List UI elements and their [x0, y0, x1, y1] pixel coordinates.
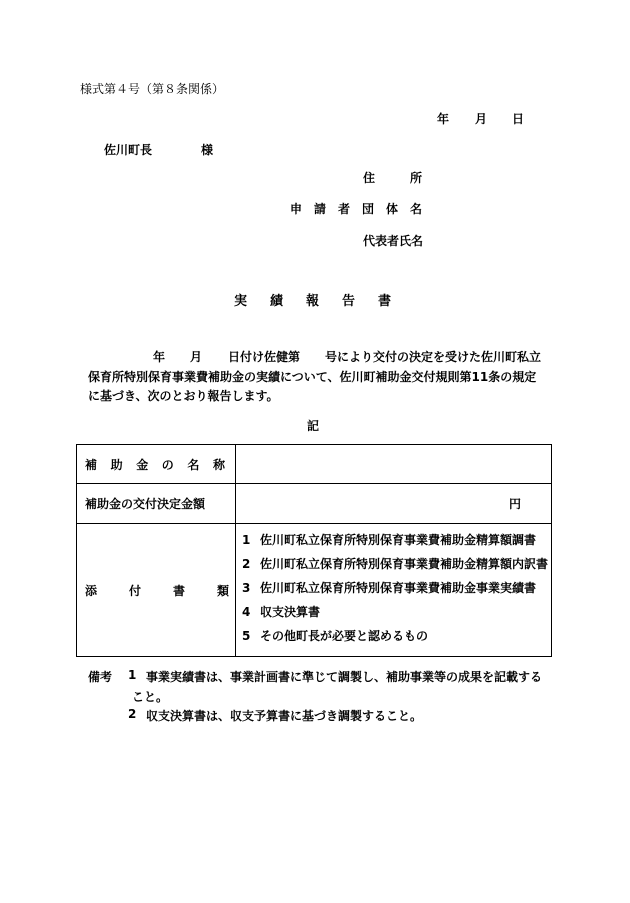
- address-label-char: 所: [410, 171, 423, 185]
- address-label-char: 住: [363, 171, 376, 185]
- org-name-label-char: 請: [314, 202, 327, 216]
- label-char: 称: [212, 457, 225, 472]
- label-char: 補: [85, 457, 98, 472]
- org-name-label-char: 者: [338, 202, 351, 216]
- ki-heading: 記: [307, 419, 320, 433]
- body-line-3: に基づき、次のとおり報告します。: [88, 389, 279, 403]
- label-char: 名: [187, 457, 200, 472]
- title-char: 告: [342, 294, 356, 309]
- note-text: 事業実績書は、事業計画書に準じて調製し、補助事業等の成果を記載する: [146, 670, 543, 684]
- date-year-label: 年: [437, 112, 450, 126]
- org-name-label-char: 体: [386, 202, 399, 216]
- title-char: 報: [306, 294, 320, 309]
- currency-unit: 円: [508, 497, 521, 511]
- list-item: [236, 528, 551, 552]
- label-char: 付: [128, 583, 141, 598]
- subsidy-name-label: [77, 445, 236, 484]
- report-table: [76, 444, 552, 657]
- representative-label: 代表者氏名: [363, 234, 424, 248]
- attachments-list: [236, 524, 552, 657]
- attachments-label: [77, 524, 236, 657]
- org-name-label-char: 名: [410, 202, 423, 216]
- label-char: 書: [172, 583, 185, 598]
- label-char: 金: [136, 457, 149, 472]
- list-item-number: 4: [242, 605, 251, 619]
- date-day-label: 日: [512, 112, 525, 126]
- list-item-number: 5: [242, 629, 251, 643]
- label-char: 助: [110, 457, 123, 472]
- date-month-label: 月: [475, 112, 488, 126]
- list-item-text: 収支決算書: [260, 605, 321, 619]
- note-number: 2: [128, 707, 137, 721]
- form-number: 様式第４号（第８条関係）: [80, 82, 225, 96]
- note-text-continued: こと。: [132, 690, 169, 704]
- body-month: 月: [190, 350, 203, 364]
- org-name-label-char: 申: [290, 202, 303, 216]
- list-item-text: 佐川町私立保育所特別保育事業費補助金精算額内訳書: [260, 557, 549, 571]
- table-row: [77, 484, 552, 524]
- label-char: 添: [85, 583, 98, 598]
- table-row: [77, 445, 552, 484]
- org-name-label-char: 団: [362, 202, 375, 216]
- grant-amount-label: 補助金の交付決定金額: [77, 484, 236, 524]
- list-item-text: 佐川町私立保育所特別保育事業費補助金事業実績書: [260, 581, 537, 595]
- list-item: [236, 552, 551, 576]
- list-item-number: 2: [242, 557, 251, 571]
- label-char: 類: [216, 583, 229, 598]
- body-decision-text: 号により交付の決定を受けた佐川町私立: [325, 350, 542, 364]
- table-row: [77, 524, 552, 657]
- list-item-text: 佐川町私立保育所特別保育事業費補助金精算額調書: [260, 533, 537, 547]
- title-char: 実: [234, 294, 248, 309]
- body-date-ref: 日付け佐健第: [228, 350, 301, 364]
- list-item-number: 1: [242, 533, 251, 547]
- grant-amount-value: [236, 484, 552, 524]
- notes-label: 備考: [88, 670, 113, 684]
- list-item-number: 3: [242, 581, 251, 595]
- addressee-name: 佐川町長: [104, 143, 153, 157]
- label-char: の: [161, 457, 174, 472]
- note-text: 収支決算書は、収支予算書に基づき調製すること。: [146, 709, 423, 723]
- title-char: 績: [270, 294, 284, 309]
- list-item: [236, 624, 551, 648]
- body-line-2: 保育所特別保育事業費補助金の実績について、佐川町補助金交付規則第11条の規定: [88, 370, 537, 384]
- list-item: [236, 576, 551, 600]
- list-item: [236, 600, 551, 624]
- body-year: 年: [153, 350, 166, 364]
- note-number: 1: [128, 668, 137, 682]
- title-char: 書: [378, 294, 392, 309]
- addressee-honorific: 様: [201, 143, 214, 157]
- subsidy-name-value: [236, 445, 552, 484]
- list-item-text: その他町長が必要と認めるもの: [260, 629, 429, 643]
